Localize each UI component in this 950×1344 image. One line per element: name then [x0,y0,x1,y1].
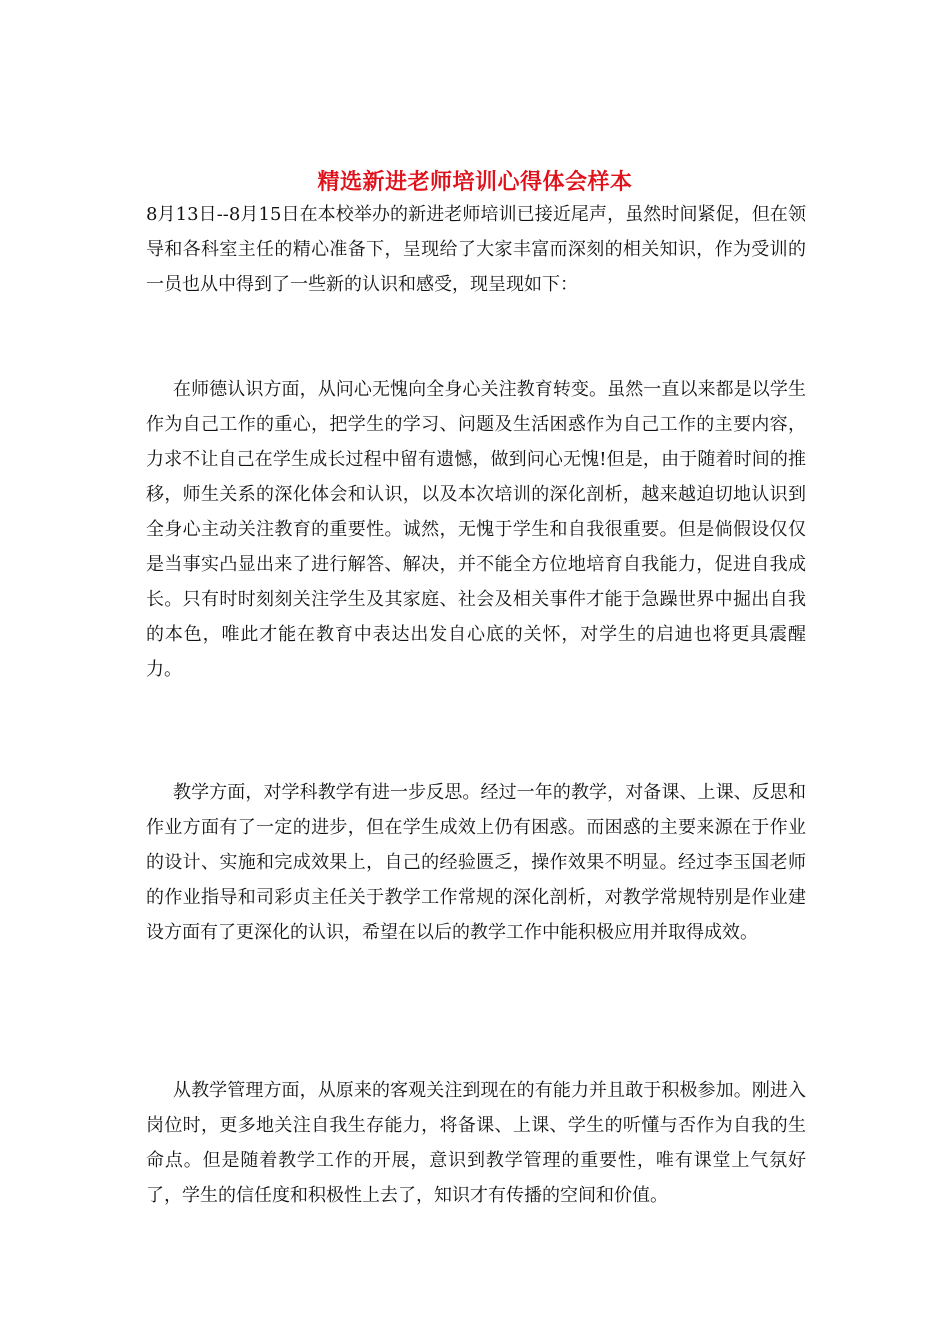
paragraph-teaching-management: 从教学管理方面，从原来的客观关注到现在的有能力并且敢于积极参加。刚进入岗位时，更多地关注自我生存能力，将备课、上课、学生的听懂与否作为自我的生命点。但是随着教学工作的开展，意识到教学管理的重要性，唯有课堂上气氛好了，学生的信任度和积极性上去了，知识才有传播的空间和价值。 [146,1080,806,1206]
paragraph-teacher-ethics: 在师德认识方面，从问心无愧向全身心关注教育转变。虽然一直以来都是以学生作为自己工作的重心，把学生的学习、问题及生活困惑作为自己工作的主要内容，力求不让自己在学生成长过程中留有遗憾，做到问心无愧!但是，由于随着时间的推移，师生关系的深化体会和认识，以及本次培训的深化剖析，越来越迫切地认识到全身心主动关注教育的重要性。诚然，无愧于学生和自我很重要。但是倘假设仅仅是当事实凸显出来了进行解答、解决，并不能全方位地培育自我能力，促进自我成长。只有时时刻刻关注学生及其家庭、社会及相关事件才能于急躁世界中掘出自我的本色，唯此才能在教育中表达出发自心底的关怀，对学生的启迪也将更具震醒力。 [146,379,806,680]
paragraph-teaching: 教学方面，对学科教学有进一步反思。经过一年的教学，对备课、上课、反思和作业方面有了一定的进步，但在学生成效上仍有困惑。而困惑的主要来源在于作业的设计、实施和完成效果上，自己的经验匮乏，操作效果不明显。经过李玉国老师的作业指导和司彩贞主任关于教学工作常规的深化剖析，对教学常规特别是作业建设方面有了更深化的认识，希望在以后的教学工作中能积极应用并取得成效。 [146,782,806,943]
document-title: 精选新进老师培训心得体会样本 [317,168,633,195]
intro-paragraph: 8月13日--8月15日在本校举办的新进老师培训已接近尾声，虽然时间紧促，但在领导和各科室主任的精心准备下，呈现给了大家丰富而深刻的相关知识，作为受训的一员也从中得到了一些新的认识和感受，现呈现如下： [146,204,806,295]
